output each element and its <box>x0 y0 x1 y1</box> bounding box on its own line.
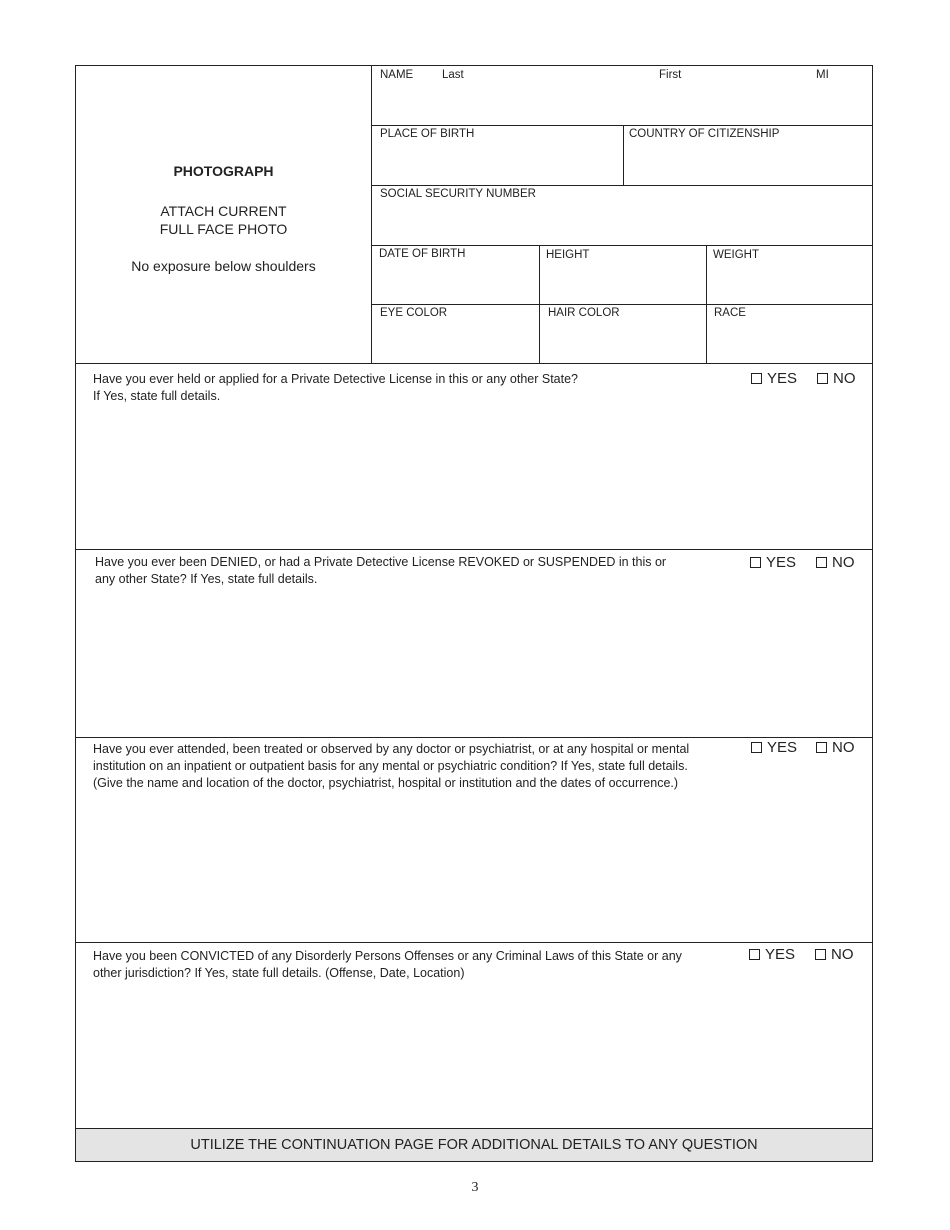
country-of-citizenship-field[interactable] <box>623 125 873 185</box>
checkbox-icon <box>816 557 827 568</box>
question-4[interactable] <box>76 942 873 1129</box>
photograph-title: PHOTOGRAPH <box>173 163 274 179</box>
weight-label: WEIGHT <box>713 249 759 261</box>
question-1-text: Have you ever held or applied for a Private Detective License in this or any other State? If Yes, state full details. <box>93 372 578 403</box>
checkbox-icon <box>751 373 762 384</box>
place-of-birth-field[interactable] <box>372 125 623 185</box>
photograph-note: No exposure below shoulders <box>131 258 316 274</box>
checkbox-icon <box>749 949 760 960</box>
question-3[interactable] <box>76 737 873 942</box>
name-first-label: First <box>659 69 682 81</box>
height-field[interactable] <box>539 245 706 304</box>
name-label: NAME <box>380 69 414 81</box>
place-of-birth-label: PLACE OF BIRTH <box>380 128 475 140</box>
country-of-citizenship-label: COUNTRY OF CITIZENSHIP <box>629 128 780 140</box>
checkbox-icon <box>817 373 828 384</box>
hair-color-label: HAIR COLOR <box>548 307 620 319</box>
height-label: HEIGHT <box>546 249 590 261</box>
name-mi-label: MI <box>816 69 829 81</box>
checkbox-icon <box>816 742 827 753</box>
eye-color-field[interactable] <box>372 304 539 363</box>
weight-field[interactable] <box>706 245 873 304</box>
ssn-field[interactable] <box>372 185 873 245</box>
application-form <box>75 65 873 1162</box>
question-3-yes-checkbox[interactable]: YES <box>751 739 797 756</box>
question-4-text: Have you been CONVICTED of any Disorderly Persons Offenses or any Criminal Laws of this State or any other jurisdiction? If Yes, state full details. (Offense, Date, Location) <box>93 949 682 980</box>
question-1[interactable] <box>76 363 873 549</box>
race-label: RACE <box>714 307 746 319</box>
name-field[interactable] <box>372 66 873 125</box>
race-field[interactable] <box>706 304 873 363</box>
question-3-text: Have you ever attended, been treated or observed by any doctor or psychiatrist, or at any hospital or mental institution on an inpatient or outpatient basis for any mental or psychiatric condition? If Yes, state full details. (Give the name and location of the doctor, psychiatrist, hospital or institution and the dates of occurrence.) <box>93 742 690 790</box>
dob-label: DATE OF BIRTH <box>379 248 466 260</box>
ssn-label: SOCIAL SECURITY NUMBER <box>380 188 536 200</box>
continuation-footer: UTILIZE THE CONTINUATION PAGE FOR ADDITIONAL DETAILS TO ANY QUESTION <box>76 1128 872 1161</box>
question-4-yes-checkbox[interactable]: YES <box>749 946 795 963</box>
page-number: 3 <box>471 1180 479 1195</box>
checkbox-icon <box>750 557 761 568</box>
name-last-label: Last <box>442 69 464 81</box>
question-2-yes-checkbox[interactable]: YES <box>750 554 796 571</box>
question-2[interactable] <box>76 549 873 737</box>
question-2-no-checkbox[interactable]: NO <box>816 554 855 571</box>
question-3-no-checkbox[interactable]: NO <box>816 739 855 756</box>
question-4-no-checkbox[interactable]: NO <box>815 946 854 963</box>
hair-color-field[interactable] <box>539 304 706 363</box>
question-1-yes-checkbox[interactable]: YES <box>751 370 797 387</box>
dob-field[interactable] <box>372 245 539 304</box>
photograph-instructions: ATTACH CURRENT FULL FACE PHOTO <box>159 203 288 237</box>
eye-color-label: EYE COLOR <box>380 307 448 319</box>
checkbox-icon <box>815 949 826 960</box>
question-2-text: Have you ever been DENIED, or had a Private Detective License REVOKED or SUSPENDED in this or any other State? If Yes, state full details. <box>95 555 667 586</box>
question-1-no-checkbox[interactable]: NO <box>817 370 856 387</box>
photograph-area <box>76 66 372 363</box>
checkbox-icon <box>751 742 762 753</box>
